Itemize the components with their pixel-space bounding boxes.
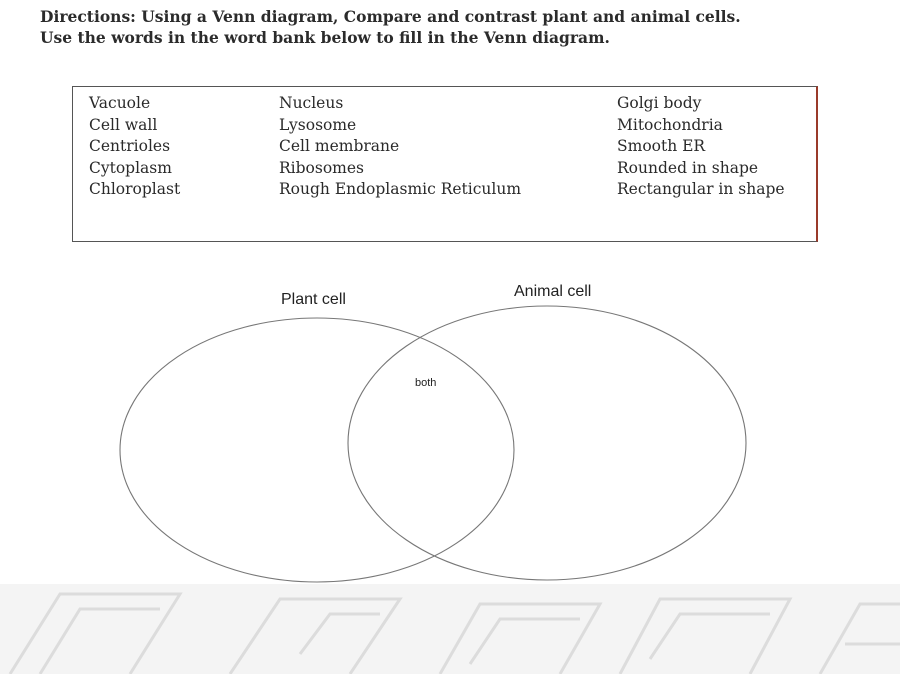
directions-line-1: Directions: Using a Venn diagram, Compare and contrast plant and animal cells. (40, 7, 741, 26)
word-bank-item: Cell wall (89, 115, 158, 134)
venn-label-animal: Animal cell (514, 283, 592, 300)
venn-circle-animal (348, 306, 746, 580)
directions-line-2: Use the words in the word bank below to fill in the Venn diagram. (40, 28, 610, 47)
word-bank-item: Vacuole (89, 94, 151, 112)
word-bank-item: Lysosome (279, 115, 357, 134)
word-bank-item: Cytoplasm (89, 158, 172, 177)
venn-circle-plant (120, 318, 514, 582)
word-bank-item: Nucleus (279, 94, 344, 112)
word-bank-item: Ribosomes (279, 158, 364, 177)
word-bank-item: Rounded in shape (617, 158, 759, 177)
word-bank-item: Rectangular in shape (617, 180, 785, 199)
venn-label-plant: Plant cell (281, 291, 346, 308)
word-bank-item: Cell membrane (279, 137, 400, 156)
word-bank-item: Golgi body (617, 94, 702, 112)
venn-label-both: both (415, 377, 437, 389)
word-bank-item: Centrioles (89, 137, 171, 156)
word-bank-item: Chloroplast (89, 180, 181, 199)
word-bank-item: Smooth ER (617, 137, 706, 156)
word-bank-item: Rough Endoplasmic Reticulum (279, 180, 522, 199)
word-bank-item: Mitochondria (617, 115, 723, 134)
